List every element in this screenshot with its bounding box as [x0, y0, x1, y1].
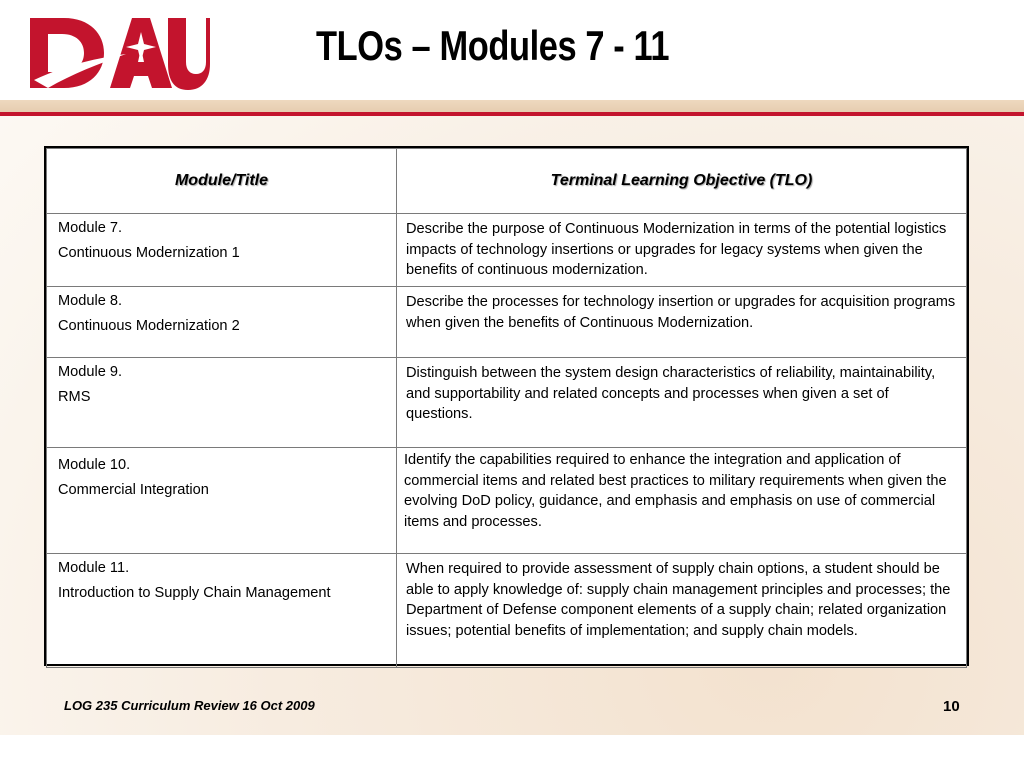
- module-cell: [47, 358, 397, 448]
- module-title: Continuous Modernization 2: [58, 317, 240, 334]
- module-title: Continuous Modernization 1: [58, 244, 240, 261]
- module-number: Module 9.: [58, 364, 123, 380]
- footer-caption: LOG 235 Curriculum Review 16 Oct 2009: [64, 698, 315, 713]
- tlo-table-grid: [46, 148, 967, 668]
- tlo-table: [44, 146, 969, 666]
- tlo-cell: Distinguish between the system design characteristics of reliability, maintainability, and supportability and related concepts and processes when given a set of questions.: [397, 358, 967, 448]
- table-row: [47, 554, 967, 668]
- header-module-title: Module/Title: [47, 149, 397, 214]
- module-cell: [47, 554, 397, 668]
- module-title: Commercial Integration: [58, 481, 209, 498]
- table-row: [47, 214, 967, 287]
- table-header-row: [47, 149, 967, 214]
- module-title: RMS: [58, 388, 91, 405]
- module-number: Module 7.: [58, 220, 123, 236]
- table-row: [47, 448, 967, 554]
- table-row: [47, 287, 967, 358]
- tlo-cell: Identify the capabilities required to enhance the integration and application of commercial items and related best practices to military requirements when given the evolving DoD policy, guidance, and emphasis and emphasis on use of commercial items and processes.: [397, 448, 967, 554]
- module-number: Module 10.: [58, 457, 131, 473]
- module-cell: [47, 448, 397, 554]
- module-number: Module 11.: [58, 560, 130, 576]
- header-tlo: Terminal Learning Objective (TLO): [397, 149, 967, 214]
- slide-header: [0, 0, 1024, 100]
- header-band-tan: [0, 100, 1024, 112]
- module-title: Introduction to Supply Chain Management: [58, 584, 331, 601]
- dau-logo: [28, 14, 210, 92]
- page-number: 10: [943, 698, 960, 715]
- tlo-cell: Describe the processes for technology insertion or upgrades for acquisition programs when given the benefits of Continuous Modernization.: [397, 287, 967, 358]
- module-cell: [47, 214, 397, 287]
- tlo-cell: When required to provide assessment of supply chain options, a student should be able to apply knowledge of: supply chain management principles and processes; the Department of Defense component elements of a supply chain; related organization issues; potential benefits of implementation; and supply chain models.: [397, 554, 967, 668]
- header-band-red: [0, 112, 1024, 116]
- page-title: TLOs – Modules 7 - 11: [316, 22, 670, 69]
- table-row: [47, 358, 967, 448]
- module-number: Module 8.: [58, 293, 123, 309]
- tlo-cell: Describe the purpose of Continuous Modernization in terms of the potential logistics impacts of technology insertions or upgrades for legacy systems when given the benefits of continuous modernization.: [397, 214, 967, 287]
- module-cell: [47, 287, 397, 358]
